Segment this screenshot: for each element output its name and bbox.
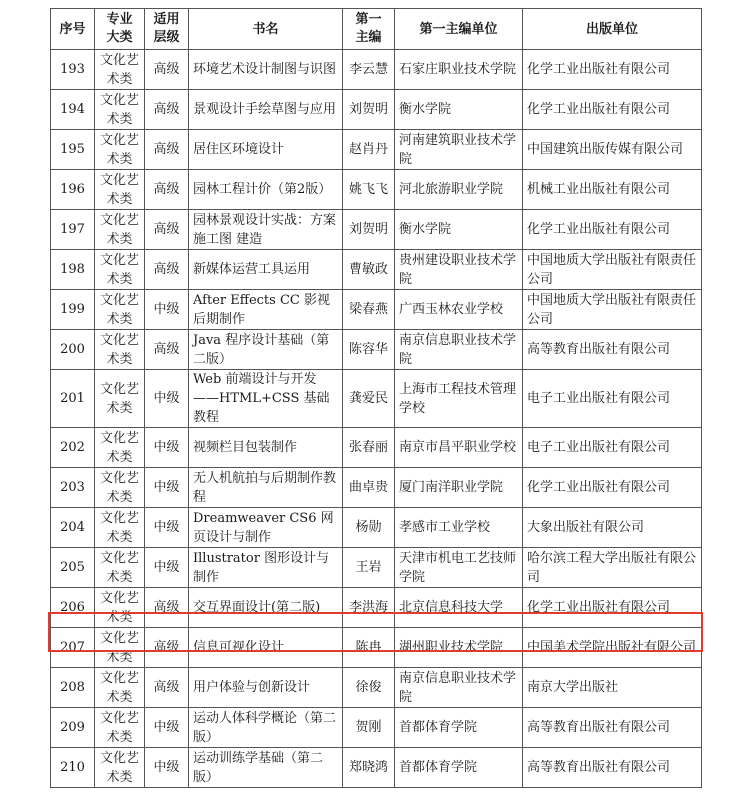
cell-editor: 刘贺明 <box>343 90 395 130</box>
cell-publisher: 化学工业出版社有限公司 <box>523 468 702 508</box>
cell-no: 199 <box>51 290 95 330</box>
cell-book: Java 程序设计基础（第二版） <box>189 330 343 370</box>
table-row <box>51 628 702 668</box>
table-body <box>51 50 702 788</box>
cell-no: 197 <box>51 210 95 250</box>
cell-publisher: 大象出版社有限公司 <box>523 508 702 548</box>
table-row <box>51 508 702 548</box>
header-no: 序号 <box>51 9 95 50</box>
cell-editor: 刘贺明 <box>343 210 395 250</box>
table-row <box>51 588 702 628</box>
cell-category: 文化艺术类 <box>95 468 145 508</box>
cell-category: 文化艺术类 <box>95 330 145 370</box>
cell-no: 195 <box>51 130 95 170</box>
cell-editor: 王岩 <box>343 548 395 588</box>
cell-unit: 北京信息科技大学 <box>395 588 523 628</box>
cell-unit: 湖州职业技术学院 <box>395 628 523 668</box>
cell-publisher: 中国建筑出版传媒有限公司 <box>523 130 702 170</box>
table-row <box>51 428 702 468</box>
cell-level: 中级 <box>145 428 189 468</box>
cell-category: 文化艺术类 <box>95 130 145 170</box>
cell-publisher: 高等教育出版社有限公司 <box>523 748 702 788</box>
cell-book: 居住区环境设计 <box>189 130 343 170</box>
cell-no: 198 <box>51 250 95 290</box>
cell-book: Dreamweaver CS6 网页设计与制作 <box>189 508 343 548</box>
cell-category: 文化艺术类 <box>95 290 145 330</box>
cell-level: 中级 <box>145 708 189 748</box>
header-category: 专业 大类 <box>95 9 145 50</box>
cell-publisher: 机械工业出版社有限公司 <box>523 170 702 210</box>
cell-book: 园林景观设计实战：方案施工图 建造 <box>189 210 343 250</box>
cell-publisher: 中国地质大学出版社有限责任公司 <box>523 290 702 330</box>
cell-book: 景观设计手绘草图与应用 <box>189 90 343 130</box>
table-row <box>51 748 702 788</box>
cell-editor: 陈冉 <box>343 628 395 668</box>
cell-book: 运动人体科学概论（第二版） <box>189 708 343 748</box>
cell-no: 203 <box>51 468 95 508</box>
header-row <box>51 9 702 50</box>
cell-editor: 陈容华 <box>343 330 395 370</box>
cell-level: 中级 <box>145 748 189 788</box>
cell-level: 高级 <box>145 668 189 708</box>
cell-editor: 李云慧 <box>343 50 395 90</box>
cell-unit: 贵州建设职业技术学院 <box>395 250 523 290</box>
cell-no: 210 <box>51 748 95 788</box>
cell-unit: 衡水学院 <box>395 90 523 130</box>
cell-publisher: 哈尔滨工程大学出版社有限公司 <box>523 548 702 588</box>
cell-publisher: 化学工业出版社有限公司 <box>523 210 702 250</box>
cell-no: 193 <box>51 50 95 90</box>
cell-editor: 姚飞飞 <box>343 170 395 210</box>
cell-level: 高级 <box>145 588 189 628</box>
header-book: 书名 <box>189 9 343 50</box>
cell-editor: 曲卓贵 <box>343 468 395 508</box>
textbook-table-container <box>50 8 701 788</box>
cell-level: 高级 <box>145 50 189 90</box>
cell-book: 视频栏目包装制作 <box>189 428 343 468</box>
cell-category: 文化艺术类 <box>95 210 145 250</box>
cell-unit: 首都体育学院 <box>395 748 523 788</box>
table-row <box>51 468 702 508</box>
cell-book: 园林工程计价（第2版） <box>189 170 343 210</box>
cell-unit: 广西玉林农业学校 <box>395 290 523 330</box>
cell-editor: 曹敏政 <box>343 250 395 290</box>
cell-book: After Effects CC 影视后期制作 <box>189 290 343 330</box>
cell-unit: 首都体育学院 <box>395 708 523 748</box>
cell-publisher: 化学工业出版社有限公司 <box>523 588 702 628</box>
cell-category: 文化艺术类 <box>95 370 145 428</box>
table-row <box>51 668 702 708</box>
cell-level: 中级 <box>145 508 189 548</box>
cell-editor: 龚爱民 <box>343 370 395 428</box>
cell-level: 中级 <box>145 548 189 588</box>
cell-editor: 贺刚 <box>343 708 395 748</box>
cell-no: 196 <box>51 170 95 210</box>
cell-book: 交互界面设计(第二版) <box>189 588 343 628</box>
table-row <box>51 330 702 370</box>
cell-no: 202 <box>51 428 95 468</box>
cell-category: 文化艺术类 <box>95 90 145 130</box>
table-row <box>51 370 702 428</box>
cell-unit: 孝感市工业学校 <box>395 508 523 548</box>
cell-category: 文化艺术类 <box>95 548 145 588</box>
table-row <box>51 548 702 588</box>
cell-book: Illustrator 图形设计与制作 <box>189 548 343 588</box>
table-row <box>51 170 702 210</box>
cell-unit: 衡水学院 <box>395 210 523 250</box>
cell-publisher: 电子工业出版社有限公司 <box>523 428 702 468</box>
cell-no: 207 <box>51 628 95 668</box>
table-row <box>51 90 702 130</box>
cell-no: 204 <box>51 508 95 548</box>
cell-editor: 郑晓鸿 <box>343 748 395 788</box>
cell-no: 208 <box>51 668 95 708</box>
cell-category: 文化艺术类 <box>95 628 145 668</box>
cell-editor: 赵肖丹 <box>343 130 395 170</box>
table-row <box>51 708 702 748</box>
cell-publisher: 高等教育出版社有限公司 <box>523 330 702 370</box>
cell-editor: 杨勋 <box>343 508 395 548</box>
table-row <box>51 290 702 330</box>
cell-editor: 徐俊 <box>343 668 395 708</box>
cell-publisher: 化学工业出版社有限公司 <box>523 50 702 90</box>
cell-book: 环境艺术设计制图与识图 <box>189 50 343 90</box>
table-row <box>51 250 702 290</box>
cell-no: 206 <box>51 588 95 628</box>
cell-no: 200 <box>51 330 95 370</box>
cell-publisher: 南京大学出版社 <box>523 668 702 708</box>
cell-level: 高级 <box>145 170 189 210</box>
cell-editor: 李洪海 <box>343 588 395 628</box>
cell-book: 新媒体运营工具运用 <box>189 250 343 290</box>
cell-level: 中级 <box>145 468 189 508</box>
cell-publisher: 中国地质大学出版社有限责任公司 <box>523 250 702 290</box>
cell-level: 高级 <box>145 210 189 250</box>
cell-category: 文化艺术类 <box>95 708 145 748</box>
cell-unit: 上海市工程技术管理学校 <box>395 370 523 428</box>
cell-unit: 厦门南洋职业学院 <box>395 468 523 508</box>
cell-level: 中级 <box>145 290 189 330</box>
header-level: 适用 层级 <box>145 9 189 50</box>
cell-book: 信息可视化设计 <box>189 628 343 668</box>
cell-unit: 南京市昌平职业学校 <box>395 428 523 468</box>
cell-publisher: 中国美术学院出版社有限公司 <box>523 628 702 668</box>
header-publisher: 出版单位 <box>523 9 702 50</box>
header-editor: 第一 主编 <box>343 9 395 50</box>
cell-category: 文化艺术类 <box>95 250 145 290</box>
cell-category: 文化艺术类 <box>95 588 145 628</box>
textbook-table <box>50 8 702 788</box>
cell-unit: 南京信息职业技术学院 <box>395 330 523 370</box>
cell-unit: 天津市机电工艺技师学院 <box>395 548 523 588</box>
cell-category: 文化艺术类 <box>95 170 145 210</box>
table-row <box>51 130 702 170</box>
header-unit: 第一主编单位 <box>395 9 523 50</box>
cell-no: 201 <box>51 370 95 428</box>
cell-category: 文化艺术类 <box>95 50 145 90</box>
cell-level: 中级 <box>145 370 189 428</box>
cell-level: 高级 <box>145 130 189 170</box>
cell-book: Web 前端设计与开发——HTML+CSS 基础教程 <box>189 370 343 428</box>
cell-level: 高级 <box>145 330 189 370</box>
table-row <box>51 210 702 250</box>
cell-book: 无人机航拍与后期制作教程 <box>189 468 343 508</box>
cell-no: 209 <box>51 708 95 748</box>
cell-level: 高级 <box>145 90 189 130</box>
cell-level: 高级 <box>145 250 189 290</box>
cell-publisher: 高等教育出版社有限公司 <box>523 708 702 748</box>
cell-unit: 石家庄职业技术学院 <box>395 50 523 90</box>
cell-editor: 张春丽 <box>343 428 395 468</box>
cell-category: 文化艺术类 <box>95 668 145 708</box>
cell-unit: 南京信息职业技术学院 <box>395 668 523 708</box>
cell-unit: 河北旅游职业学院 <box>395 170 523 210</box>
cell-unit: 河南建筑职业技术学院 <box>395 130 523 170</box>
cell-no: 194 <box>51 90 95 130</box>
cell-publisher: 电子工业出版社有限公司 <box>523 370 702 428</box>
cell-book: 运动训练学基础（第二版） <box>189 748 343 788</box>
cell-publisher: 化学工业出版社有限公司 <box>523 90 702 130</box>
cell-category: 文化艺术类 <box>95 428 145 468</box>
table-row <box>51 50 702 90</box>
cell-level: 高级 <box>145 628 189 668</box>
cell-editor: 梁春燕 <box>343 290 395 330</box>
cell-book: 用户体验与创新设计 <box>189 668 343 708</box>
cell-category: 文化艺术类 <box>95 508 145 548</box>
cell-category: 文化艺术类 <box>95 748 145 788</box>
cell-no: 205 <box>51 548 95 588</box>
